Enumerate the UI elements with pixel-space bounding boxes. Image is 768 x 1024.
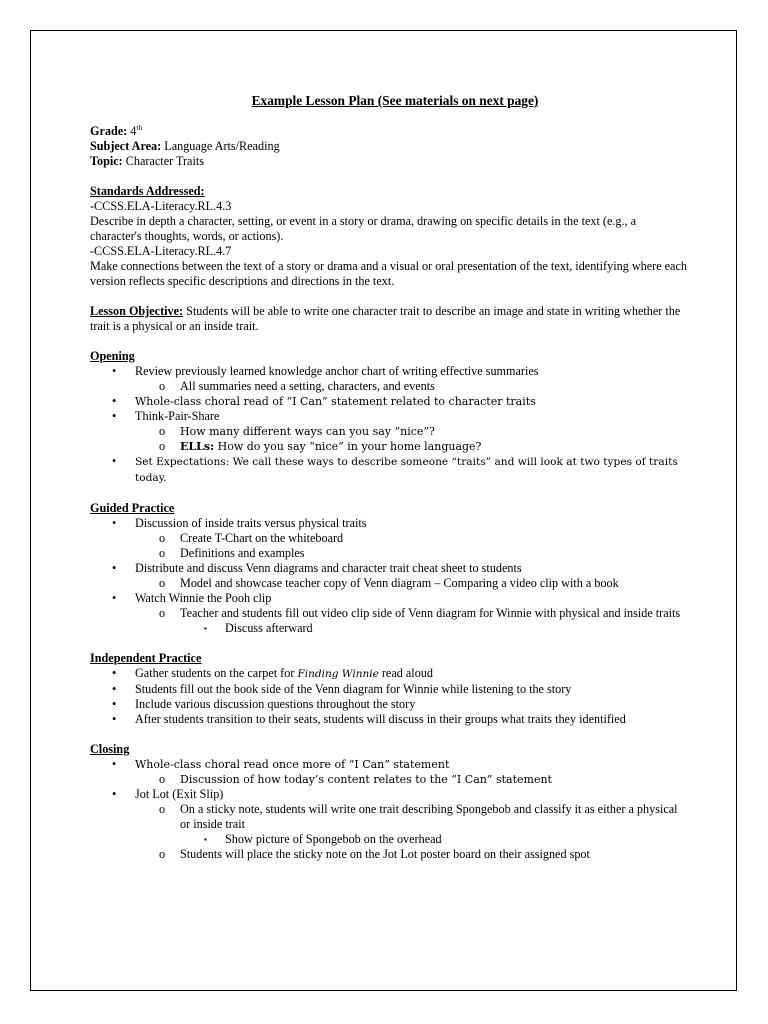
list-item	[90, 454, 690, 486]
list-item	[90, 621, 690, 636]
bullet-icon: o	[159, 546, 166, 560]
list-item	[90, 847, 690, 862]
list-item-text: Students will place the sticky note on the Jot Lot poster board on their assigned spot	[180, 847, 590, 861]
list-item-text: Whole-class choral read once more of “I Can” statement	[135, 758, 450, 771]
bullet-icon: •	[112, 409, 117, 423]
bullet-icon: o	[159, 439, 166, 453]
list-item	[90, 802, 690, 832]
list-item-text: Create T-Chart on the whiteboard	[180, 531, 344, 545]
bullet-icon: •	[112, 787, 117, 801]
bullet-icon: •	[112, 697, 117, 711]
bullet-icon: o	[159, 606, 166, 620]
list-item	[90, 424, 690, 439]
standards-heading: Standards Addressed:	[90, 184, 205, 198]
grade-value: 4	[130, 124, 137, 138]
list-item-text: Teacher and students fill out video clip side of Venn diagram for Winnie with physical and inside traits	[180, 606, 681, 620]
list-item-text: How do you say “nice” in your home language?	[214, 440, 482, 453]
independent-practice-list	[90, 666, 690, 727]
list-item	[90, 757, 690, 772]
list-item	[90, 606, 690, 621]
opening-heading: Opening	[90, 349, 135, 363]
bullet-icon: •	[112, 516, 117, 530]
list-item-text: Discussion of inside traits versus physical traits	[135, 516, 367, 530]
list-item-text: read aloud	[378, 666, 433, 680]
subject-value: Language Arts/Reading	[164, 139, 280, 153]
bullet-icon: o	[159, 576, 166, 590]
bullet-icon: •	[112, 561, 117, 575]
list-item	[90, 439, 690, 454]
list-item	[90, 546, 690, 561]
bullet-icon: •	[112, 666, 117, 680]
ells-label: ELLs:	[180, 440, 215, 453]
bullet-icon: •	[112, 712, 117, 726]
grade-label: Grade:	[90, 124, 128, 138]
bullet-icon: •	[112, 682, 117, 696]
bullet-icon: •	[112, 757, 117, 771]
objective-label: Lesson Objective:	[90, 304, 184, 318]
list-item-text: Model and showcase teacher copy of Venn diagram – Comparing a video clip with a book	[180, 576, 619, 590]
list-item	[90, 516, 690, 531]
list-item-text: Definitions and examples	[180, 546, 305, 560]
standard-code: -CCSS.ELA-Literacy.RL.4.3	[90, 199, 232, 213]
list-item	[90, 561, 690, 576]
bullet-icon: •	[112, 364, 117, 378]
grade-line	[90, 124, 690, 139]
list-item-text: Set Expectations: We call these ways to describe someone “traits” and will look at two types of traits today.	[135, 456, 678, 484]
page-content	[90, 93, 690, 862]
list-item-text: Students fill out the book side of the Venn diagram for Winnie while listening to the story	[135, 682, 572, 696]
list-item	[90, 682, 690, 697]
opening-list	[90, 364, 690, 486]
bullet-icon: ▪	[204, 624, 207, 633]
bullet-icon: •	[112, 454, 117, 468]
closing-list	[90, 757, 690, 862]
book-title: Finding Winnie	[297, 668, 379, 680]
topic-line	[90, 154, 690, 169]
guided-practice-list	[90, 516, 690, 636]
page-title: Example Lesson Plan (See materials on next page)	[251, 93, 539, 108]
independent-practice-heading: Independent Practice	[90, 651, 202, 665]
standard-code: -CCSS.ELA-Literacy.RL.4.7	[90, 244, 232, 258]
list-item	[90, 394, 690, 409]
list-item-text: Think-Pair-Share	[135, 409, 220, 423]
closing-heading: Closing	[90, 742, 130, 756]
standard-description: Make connections between the text of a story or drama and a visual or oral presentation of the text, identifying where each version reflects specific descriptions and directions in the text.	[90, 259, 687, 288]
bullet-icon: •	[112, 591, 117, 605]
list-item-text: Watch Winnie the Pooh clip	[135, 591, 272, 605]
list-item	[90, 712, 690, 727]
list-item	[90, 379, 690, 394]
list-item	[90, 531, 690, 546]
list-item	[90, 591, 690, 606]
list-item	[90, 576, 690, 591]
list-item-text: Whole-class choral read of “I Can” statement related to character traits	[135, 395, 536, 408]
list-item-text: Show picture of Spongebob on the overhead	[225, 832, 442, 846]
list-item-text: How many different ways can you say “nice”?	[180, 425, 435, 438]
list-item-text: Discussion of how today’s content relates to the “I Can” statement	[180, 773, 552, 786]
bullet-icon: ▪	[204, 835, 207, 844]
list-item	[90, 409, 690, 424]
bullet-icon: o	[159, 847, 166, 861]
list-item-text: Gather students on the carpet for	[135, 666, 298, 680]
list-item-text: Distribute and discuss Venn diagrams and character trait cheat sheet to students	[135, 561, 522, 575]
list-item	[90, 787, 690, 802]
topic-label: Topic:	[90, 154, 123, 168]
list-item	[90, 772, 690, 787]
bullet-icon: •	[112, 394, 117, 408]
subject-line	[90, 139, 690, 154]
bullet-icon: o	[159, 424, 166, 438]
topic-value: Character Traits	[125, 154, 204, 168]
list-item	[90, 364, 690, 379]
standard-description: Describe in depth a character, setting, or event in a story or drama, drawing on specific details in the text (e.g., a character's thoughts, words, or actions).	[90, 214, 637, 243]
list-item-text: Include various discussion questions throughout the story	[135, 697, 416, 711]
list-item	[90, 697, 690, 712]
grade-suffix: th	[136, 122, 143, 132]
objective-text: Students will be able to write one character trait to describe an image and state in writing whether the trait is a physical or an inside trait.	[90, 304, 681, 333]
list-item	[90, 666, 690, 682]
bullet-icon: o	[159, 772, 166, 786]
list-item-text: On a sticky note, students will write one trait describing Spongebob and classify it as either a physical or inside trait	[180, 802, 678, 831]
list-item-text: Jot Lot (Exit Slip)	[135, 787, 224, 801]
document-page	[30, 30, 737, 991]
list-item	[90, 832, 690, 847]
guided-practice-heading: Guided Practice	[90, 501, 175, 515]
list-item-text: After students transition to their seats, students will discuss in their groups what traits they identified	[135, 712, 626, 726]
subject-label: Subject Area:	[90, 139, 162, 153]
list-item-text: Review previously learned knowledge anchor chart of writing effective summaries	[135, 364, 539, 378]
bullet-icon: o	[159, 802, 166, 816]
bullet-icon: o	[159, 531, 166, 545]
list-item-text: All summaries need a setting, characters, and events	[180, 379, 435, 393]
bullet-icon: o	[159, 379, 166, 393]
lesson-objective	[90, 304, 690, 334]
list-item-text: Discuss afterward	[225, 621, 313, 635]
